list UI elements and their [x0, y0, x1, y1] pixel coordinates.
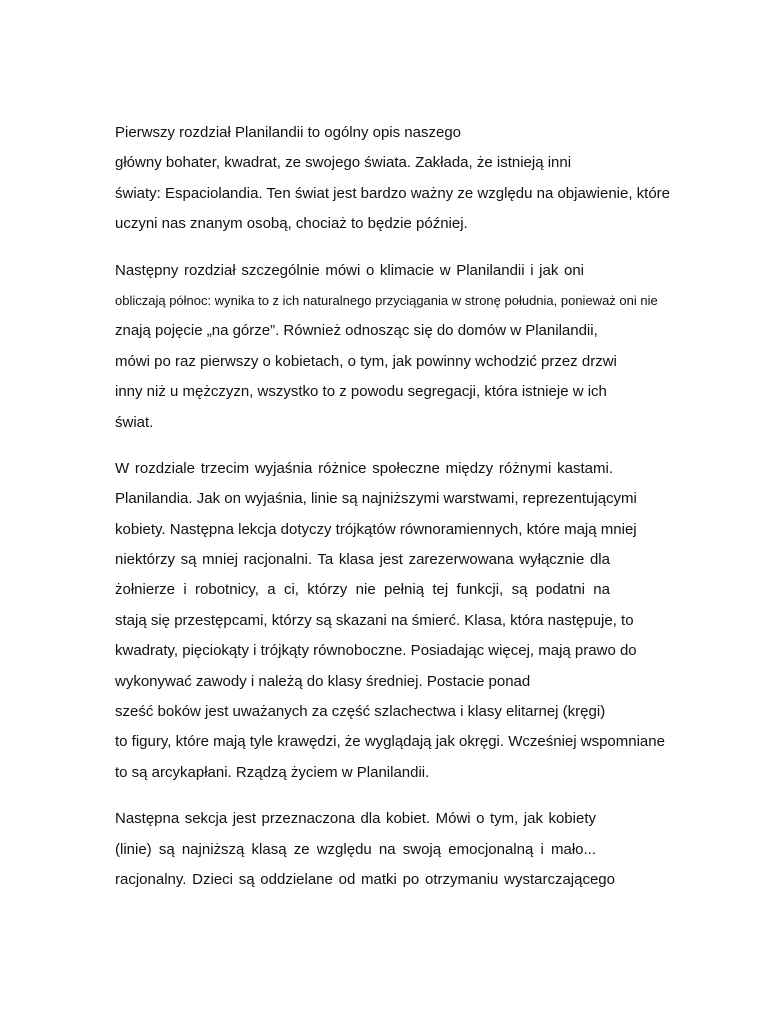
paragraph-line: mówi po raz pierwszy o kobietach, o tym, jak powinny wchodzić przez drzwi — [115, 352, 617, 370]
paragraph-spacer — [115, 438, 695, 454]
document-body — [115, 118, 695, 895]
paragraph-line: stają się przestępcami, którzy są skazani na śmierć. Klasa, która następuje, to — [115, 611, 634, 629]
paragraph-spacer — [115, 240, 695, 256]
paragraph-4 — [115, 804, 695, 895]
paragraph-line: Planilandia. Jak on wyjaśnia, linie są najniższymi warstwami, reprezentującymi — [115, 490, 637, 508]
paragraph-line: świat. — [115, 413, 154, 431]
paragraph-line: sześć boków jest uważanych za część szlachectwa i klasy elitarnej (kręgi) — [115, 703, 606, 721]
paragraph-line: światy: Espaciolandia. Ten świat jest bardzo ważny ze względu na objawienie, które — [115, 184, 671, 202]
paragraph-line: uczyni nas znanym osobą, chociaż to będzie później. — [115, 215, 468, 233]
paragraph-line: kwadraty, pięciokąty i trójkąty równoboczne. Posiadając więcej, mają prawo do — [115, 642, 637, 660]
paragraph-line: główny bohater, kwadrat, ze swojego świata. Zakłada, że istnieją inni — [115, 154, 572, 172]
paragraph-line: to figury, które mają tyle krawędzi, że wyglądają jak okręgi. Wcześniej wspomniane — [115, 733, 665, 751]
paragraph-line: inny niż u mężczyzn, wszystko to z powodu segregacji, która istnieje w ich — [115, 383, 607, 401]
paragraph-line: to są arcykapłani. Rządzą życiem w Planilandii. — [115, 763, 430, 781]
paragraph-line: (linie) są najniższą klasą ze względu na swoją emocjonalną i mało... — [115, 840, 596, 858]
paragraph-line: wykonywać zawody i należą do klasy średniej. Postacie ponad — [115, 672, 531, 690]
paragraph-line: kobiety. Następna lekcja dotyczy trójkątów równoramiennych, które mają mniej — [115, 520, 637, 538]
paragraph-line: żołnierze i robotnicy, a ci, którzy nie pełnią tej funkcji, są podatni na — [115, 581, 610, 599]
paragraph-1 — [115, 118, 695, 240]
paragraph-line: Następna sekcja jest przeznaczona dla kobiet. Mówi o tym, jak kobiety — [115, 810, 596, 828]
paragraph-line: Następny rozdział szczególnie mówi o klimacie w Planilandii i jak oni — [115, 261, 584, 279]
paragraph-3 — [115, 454, 695, 788]
paragraph-line: obliczają północ: wynika to z ich naturalnego przyciągania w stronę południa, ponieważ oni nie — [115, 292, 658, 308]
paragraph-line: W rozdziale trzecim wyjaśnia różnice społeczne między różnymi kastami. — [115, 459, 613, 477]
paragraph-2 — [115, 256, 695, 438]
paragraph-line: znają pojęcie „na górze”. Również odnosząc się do domów w Planilandii, — [115, 322, 598, 340]
paragraph-line: Pierwszy rozdział Planilandii to ogólny opis naszego — [115, 124, 462, 141]
paragraph-spacer — [115, 788, 695, 804]
paragraph-line: niektórzy są mniej racjonalni. Ta klasa jest zarezerwowana wyłącznie dla — [115, 551, 610, 569]
paragraph-line: racjonalny. Dzieci są oddzielane od matki po otrzymaniu wystarczającego — [115, 870, 615, 888]
